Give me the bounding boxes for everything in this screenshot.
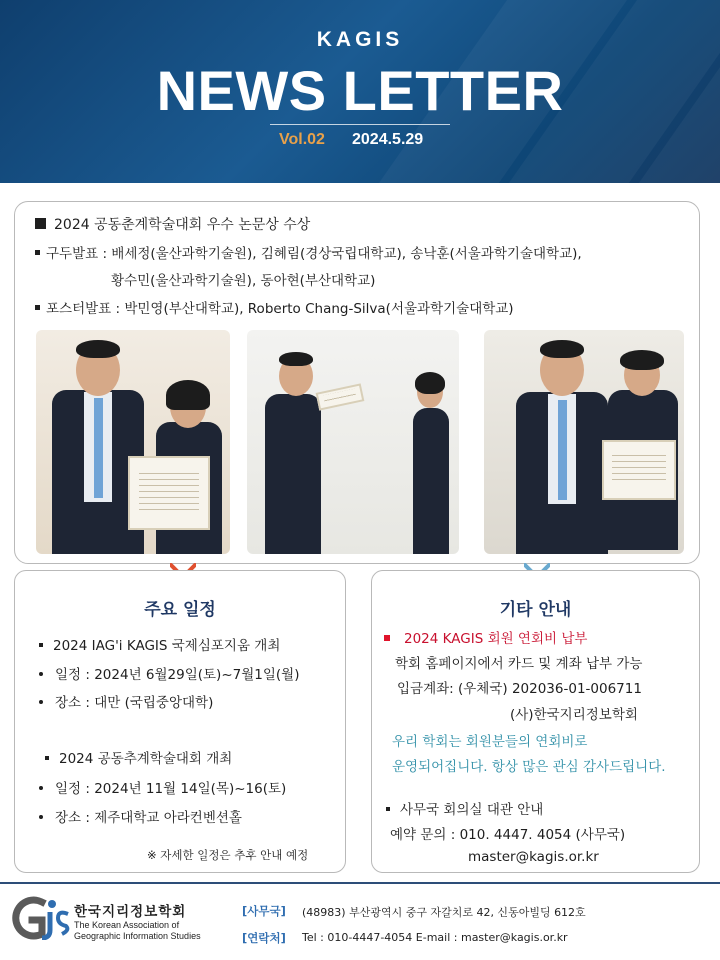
award-photo-3 bbox=[484, 330, 684, 554]
footer-divider bbox=[0, 882, 720, 884]
fee-account-holder: (사)한국지리정보학회 bbox=[510, 707, 638, 723]
dot-bullet-icon bbox=[39, 786, 43, 790]
footer-contact-info[interactable]: Tel : 010-4447-4054 E-mail : master@kagis.or.kr bbox=[302, 931, 568, 944]
thanks-line1: 우리 학회는 회원분들의 연회비로 bbox=[392, 734, 588, 750]
square-bullet-icon bbox=[35, 218, 46, 229]
dot-bullet-icon bbox=[39, 700, 43, 704]
square-bullet-icon bbox=[35, 250, 40, 255]
square-bullet-icon bbox=[45, 756, 49, 760]
red-square-bullet-icon bbox=[384, 635, 390, 641]
dot-bullet-icon bbox=[39, 672, 43, 676]
org-name-english-1: The Korean Association of bbox=[74, 920, 180, 930]
footer-office-address: (48983) 부산광역시 중구 자갈치로 42, 신동아빌딩 612호 bbox=[302, 906, 586, 919]
photo-person bbox=[407, 372, 457, 554]
dot-bullet-icon bbox=[39, 815, 43, 819]
award-photo-1 bbox=[36, 330, 230, 554]
schedule-event1-date: 일정 : 2024년 6월29일(토)~7월1일(월) bbox=[39, 663, 299, 683]
kagis-logo-icon bbox=[12, 896, 70, 940]
header-rule bbox=[270, 124, 450, 125]
org-name-korean: 한국지리정보학회 bbox=[74, 904, 187, 920]
room-email[interactable]: master@kagis.or.kr bbox=[468, 849, 599, 865]
award-poster-line bbox=[35, 297, 514, 317]
award-poster-label: 포스터발표 : bbox=[46, 301, 125, 317]
footer-office-label: [사무국] bbox=[242, 904, 286, 918]
schedule-note: ※ 자세한 일정은 추후 안내 예정 bbox=[147, 848, 309, 862]
square-bullet-icon bbox=[386, 807, 390, 811]
award-section bbox=[14, 201, 700, 564]
info-section bbox=[371, 570, 700, 873]
org-name-english-2: Geographic Information Studies bbox=[74, 931, 201, 941]
schedule-section bbox=[14, 570, 346, 873]
award-poster-names: 박민영(부산대학교), Roberto Chang-Silva(서울과학기술대학교) bbox=[124, 301, 514, 317]
schedule-event2-name: 2024 공동추계학술대회 개최 bbox=[45, 747, 232, 767]
schedule-event2-date: 일정 : 2024년 11월 14일(목)~16(토) bbox=[39, 777, 286, 797]
fee-title: 2024 KAGIS 회원 연회비 납부 bbox=[384, 627, 587, 647]
thanks-line2: 운영되어집니다. 항상 많은 관심 감사드립니다. bbox=[392, 759, 666, 775]
fee-account: 입금계좌: (우체국) 202036-01-006711 bbox=[397, 681, 642, 697]
award-photo-2 bbox=[247, 330, 459, 554]
award-oral-line1 bbox=[35, 242, 582, 262]
fee-line1: 학회 홈페이지에서 카드 및 계좌 납부 가능 bbox=[395, 656, 643, 672]
award-heading-text: 2024 공동춘계학술대회 우수 논문상 수상 bbox=[54, 217, 311, 233]
award-oral-line2: 황수민(울산과학기술원), 동아현(부산대학교) bbox=[111, 273, 376, 289]
award-oral-names: 배세정(울산과학기술원), 김혜림(경상국립대학교), 송낙훈(서울과학기술대학교), bbox=[111, 246, 582, 262]
certificate-image bbox=[128, 456, 210, 530]
schedule-event1-place: 장소 : 대만 (국립중앙대학) bbox=[39, 691, 213, 711]
award-heading bbox=[35, 214, 310, 234]
schedule-event2-place: 장소 : 제주대학교 아라컨벤션홀 bbox=[39, 806, 242, 826]
room-title: 사무국 회의실 대관 안내 bbox=[386, 798, 543, 818]
footer-contact-label: [연락처] bbox=[242, 931, 286, 945]
schedule-title: 주요 일정 bbox=[144, 600, 216, 620]
certificate-image bbox=[602, 440, 676, 500]
header-date: 2024.5.29 bbox=[352, 131, 424, 148]
header-title: NEWS LETTER bbox=[156, 59, 564, 122]
photo-person bbox=[259, 350, 339, 554]
header-volume: Vol.02 bbox=[279, 131, 325, 148]
square-bullet-icon bbox=[35, 305, 40, 310]
room-contact: 예약 문의 : 010. 4447. 4054 (사무국) bbox=[390, 827, 626, 843]
schedule-event1-name: 2024 IAG'i KAGIS 국제심포지움 개최 bbox=[39, 634, 280, 654]
newsletter-header bbox=[0, 0, 720, 183]
award-oral-label: 구두발표 : bbox=[46, 246, 112, 262]
photo-person bbox=[512, 340, 616, 554]
header-brand: KAGIS bbox=[316, 28, 404, 51]
square-bullet-icon bbox=[39, 643, 43, 647]
info-title: 기타 안내 bbox=[499, 600, 572, 620]
